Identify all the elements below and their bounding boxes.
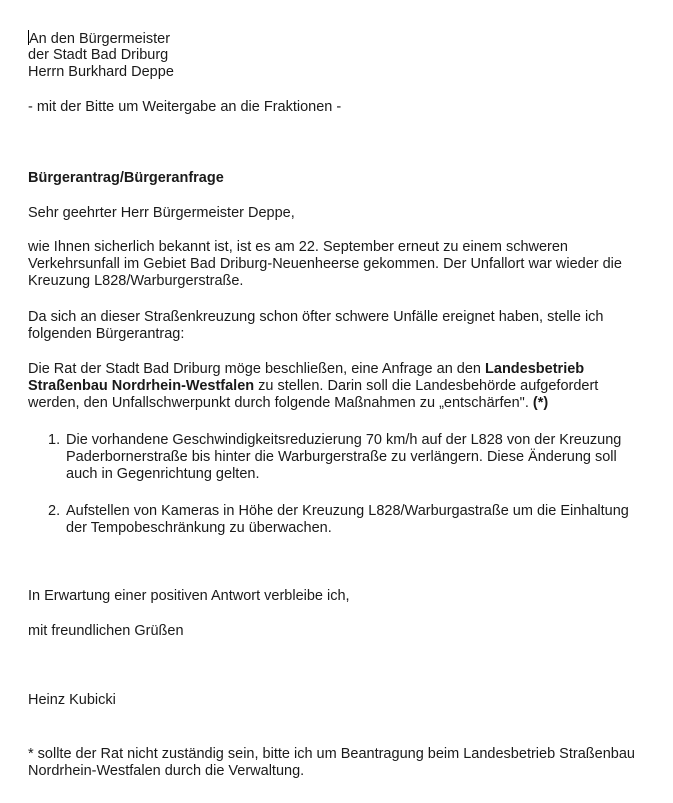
closing-line: In Erwartung einer positiven Antwort verbleibe ich, xyxy=(28,588,350,604)
footnote-marker: (*) xyxy=(532,395,549,411)
para1-line-1: wie Ihnen sicherlich bekannt ist, ist es am 22. September erneut zu einem schweren xyxy=(28,239,568,255)
address-line-3: Herrn Burkhard Deppe xyxy=(28,64,174,80)
para3-line-3-text: werden, den Unfallschwerpunkt durch folgende Maßnahmen zu „entschärfen". xyxy=(28,395,533,411)
list-item-line-3: auch in Gegenrichtung gelten. xyxy=(66,466,260,482)
signature-name: Heinz Kubicki xyxy=(28,692,116,708)
para3-line-1-bold: Landesbetrieb xyxy=(485,361,585,377)
para2-line-2: folgenden Bürgerantrag: xyxy=(28,326,185,342)
para2-line-1: Da sich an dieser Straßenkreuzung schon öfter schwere Unfälle ereignet haben, stelle ich xyxy=(28,309,604,325)
footnote-line-1: * sollte der Rat nicht zuständig sein, bitte ich um Beantragung beim Landesbetrieb Straßenbau xyxy=(28,746,635,762)
para3-line-1 xyxy=(28,361,584,378)
subject-heading: Bürgerantrag/Bürgeranfrage xyxy=(28,170,224,186)
para3-line-1-text: Die Rat der Stadt Bad Driburg möge beschließen, eine Anfrage an den xyxy=(28,361,486,377)
address-line-2: der Stadt Bad Driburg xyxy=(28,47,169,63)
list-item-line-2: Paderbornerstraße bis hinter die Warburgerstraße zu verlängern. Diese Änderung soll xyxy=(66,449,617,465)
para1-line-2: Verkehrsunfall im Gebiet Bad Driburg-Neuenheerse gekommen. Der Unfallort war wieder die xyxy=(28,256,622,272)
para3-line-2-text: zu stellen. Darin soll die Landesbehörde aufgefordert xyxy=(254,378,599,394)
para3-line-3 xyxy=(28,395,548,412)
list-item-line-2: der Tempobeschränkung zu überwachen. xyxy=(66,520,332,536)
address-line-1-text: An den Bürgermeister xyxy=(29,31,171,47)
list-item-number: 2. xyxy=(48,503,61,519)
address-line-1 xyxy=(28,30,170,48)
para3-line-2 xyxy=(28,378,598,395)
footnote-line-2: Nordrhein-Westfalen durch die Verwaltung. xyxy=(28,763,305,779)
list-item-line-1: Aufstellen von Kameras in Höhe der Kreuzung L828/Warburgastraße um die Einhaltung xyxy=(66,503,629,519)
para3-line-2-bold: Straßenbau Nordrhein-Westfalen xyxy=(28,378,255,394)
list-item-number: 1. xyxy=(48,432,61,448)
salutation: Sehr geehrter Herr Bürgermeister Deppe, xyxy=(28,205,295,221)
forwarding-note: - mit der Bitte um Weitergabe an die Fraktionen - xyxy=(28,99,342,115)
para1-line-3: Kreuzung L828/Warburgerstraße. xyxy=(28,273,244,289)
list-item-line-1: Die vorhandene Geschwindigkeitsreduzierung 70 km/h auf der L828 von der Kreuzung xyxy=(66,432,622,448)
greeting: mit freundlichen Grüßen xyxy=(28,623,184,639)
